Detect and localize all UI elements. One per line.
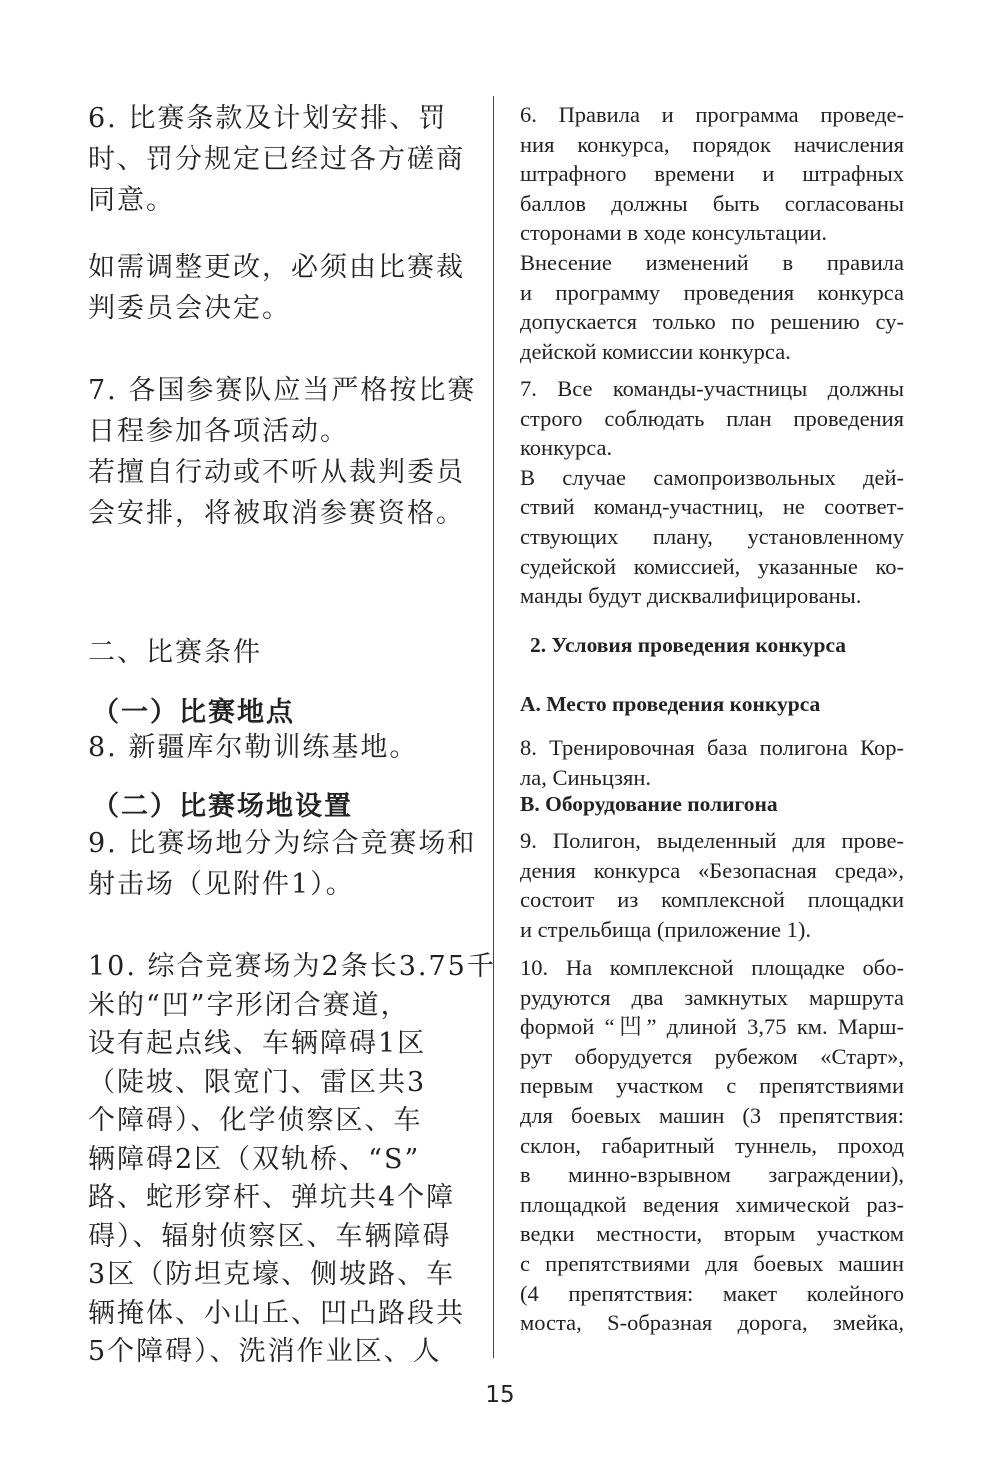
text-line: 6. Правила и программа проведе- (520, 102, 904, 127)
ru-paragraph-10 (520, 953, 904, 1338)
ru-paragraph-6 (520, 100, 904, 366)
text-line: сторонами в ходе консультации. (520, 220, 828, 246)
text-line: 7. 各国参赛队应当严格按比赛 (88, 375, 477, 406)
text-line: баллов должны быть согласованы (520, 190, 904, 216)
zh-section-heading: 二、比赛条件 (88, 637, 262, 668)
zh-subheading-field: （二）比赛场地设置 (92, 791, 353, 822)
text-line: рудуются два замкнутых маршрута (520, 984, 904, 1010)
text-line: судейской комиссией, указанные ко- (520, 553, 904, 579)
text-line: первым участком с препятствиями (520, 1073, 904, 1099)
text-line: штрафного времени и штрафных (520, 161, 904, 187)
text-line: и стрельбища (приложение 1). (520, 916, 811, 942)
text-line: 5个障碍）、洗消作业区、人 (88, 1336, 442, 1367)
zh-paragraph-6-amendment (88, 247, 465, 329)
text-line: 射击场（见附件1）。 (88, 869, 355, 900)
zh-paragraph-7 (88, 370, 476, 534)
text-line: В случае самопроизвольных дей- (520, 464, 904, 490)
text-line: 7. Все команды-участницы должны (520, 376, 904, 401)
text-line: ствий команд-участниц, не соответ- (520, 494, 904, 520)
ru-paragraph-9 (520, 826, 904, 944)
text-line: 日程参加各项活动。 (88, 416, 349, 447)
text-line: ния конкурса, порядок начисления (520, 131, 904, 157)
text-line: 若擅自行动或不听从裁判委员 (88, 457, 465, 488)
text-line: 8. Тренировочная база полигона Кор- (520, 735, 904, 760)
text-line: дейской комиссии конкурса. (520, 338, 791, 364)
text-line: моста, S-образная дорога, змейка, (520, 1310, 904, 1336)
text-line: площадкой ведения химической раз- (520, 1191, 904, 1217)
text-line: формой “凹” длиной 3,75 км. Марш- (520, 1014, 904, 1040)
text-line: 碍）、辐射侦察区、车辆障碍 (88, 1220, 452, 1252)
text-line: ведки местности, вторым участком (520, 1221, 904, 1247)
text-line: конкурса. (520, 435, 613, 461)
text-line: 9. 比赛场地分为综合竞赛场和 (88, 828, 477, 859)
zh-subheading-location: （一）比赛地点 (92, 697, 295, 728)
text-line: 路、蛇形穿杆、弹坑共4个障 (88, 1182, 456, 1213)
zh-paragraph-9 (88, 823, 476, 905)
text-line: 同意。 (88, 185, 175, 216)
text-line: 米的“凹”字形闭合赛道， (88, 989, 410, 1021)
zh-paragraph-8: 8. 新疆库尔勒训练基地。 (88, 732, 419, 763)
text-line: с препятствиями для боевых машин (520, 1250, 904, 1276)
text-line: дения конкурса «Безопасная среда», (520, 857, 904, 883)
text-line: рут оборудуется рубежом «Старт», (520, 1043, 904, 1069)
text-line: 辆障碍2区（双轨桥、“S” (88, 1143, 421, 1175)
text-line: состоит из комплексной площадки (520, 887, 904, 913)
text-line: строго соблюдать план проведения (520, 405, 904, 431)
text-line: 辆掩体、小山丘、凹凸路段共 (88, 1297, 465, 1329)
text-line: допускается только по решению су- (520, 309, 904, 335)
text-line: 个障碍）、化学侦察区、车 (88, 1105, 423, 1136)
text-line: склон, габаритный туннель, проход (520, 1132, 904, 1158)
text-line: 会安排，将被取消参赛资格。 (88, 498, 465, 529)
text-line: манды будут дисквалифицированы. (520, 583, 862, 609)
zh-paragraph-6 (88, 98, 465, 221)
text-line: 10. На комплексной площадке обо- (520, 955, 904, 980)
text-line: （陡坡、限宽门、雷区共3 (88, 1066, 427, 1098)
text-line: 3区（防坦克壕、侧坡路、车 (88, 1259, 456, 1290)
text-line: 如需调整更改，必须由比赛裁 (88, 252, 465, 283)
text-line: 判委员会决定。 (88, 293, 291, 324)
text-line: в минно-взрывном заграждении), (520, 1162, 904, 1188)
text-line: ствующих плану, установленному (520, 523, 904, 549)
text-line: и программу проведения конкурса (520, 279, 904, 305)
text-line: 10. 综合竞赛场为2条长3.75千 (88, 951, 496, 982)
text-line: (4 препятствия: макет колейного (520, 1280, 904, 1306)
text-line: 时、罚分规定已经过各方磋商 (88, 144, 465, 175)
ru-paragraph-8 (520, 733, 904, 792)
text-line: 9. Полигон, выделенный для прове- (520, 828, 904, 853)
zh-paragraph-10 (88, 948, 496, 1372)
text-line: 6. 比赛条款及计划安排、罚 (88, 103, 448, 134)
ru-subheading-location: А. Место проведения конкурса (520, 692, 821, 716)
text-line: ла, Синьцзян. (520, 764, 652, 790)
ru-paragraph-7 (520, 374, 904, 611)
page-number: 15 (485, 1382, 515, 1408)
text-line: Внесение изменений в правила (520, 249, 904, 275)
ru-subheading-field: В. Оборудование полигона (520, 792, 778, 816)
ru-section-heading: 2. Условия проведения конкурса (530, 633, 847, 657)
text-line: для боевых машин (3 препятствия: (520, 1102, 904, 1128)
text-line: 设有起点线、车辆障碍1区 (88, 1028, 427, 1059)
